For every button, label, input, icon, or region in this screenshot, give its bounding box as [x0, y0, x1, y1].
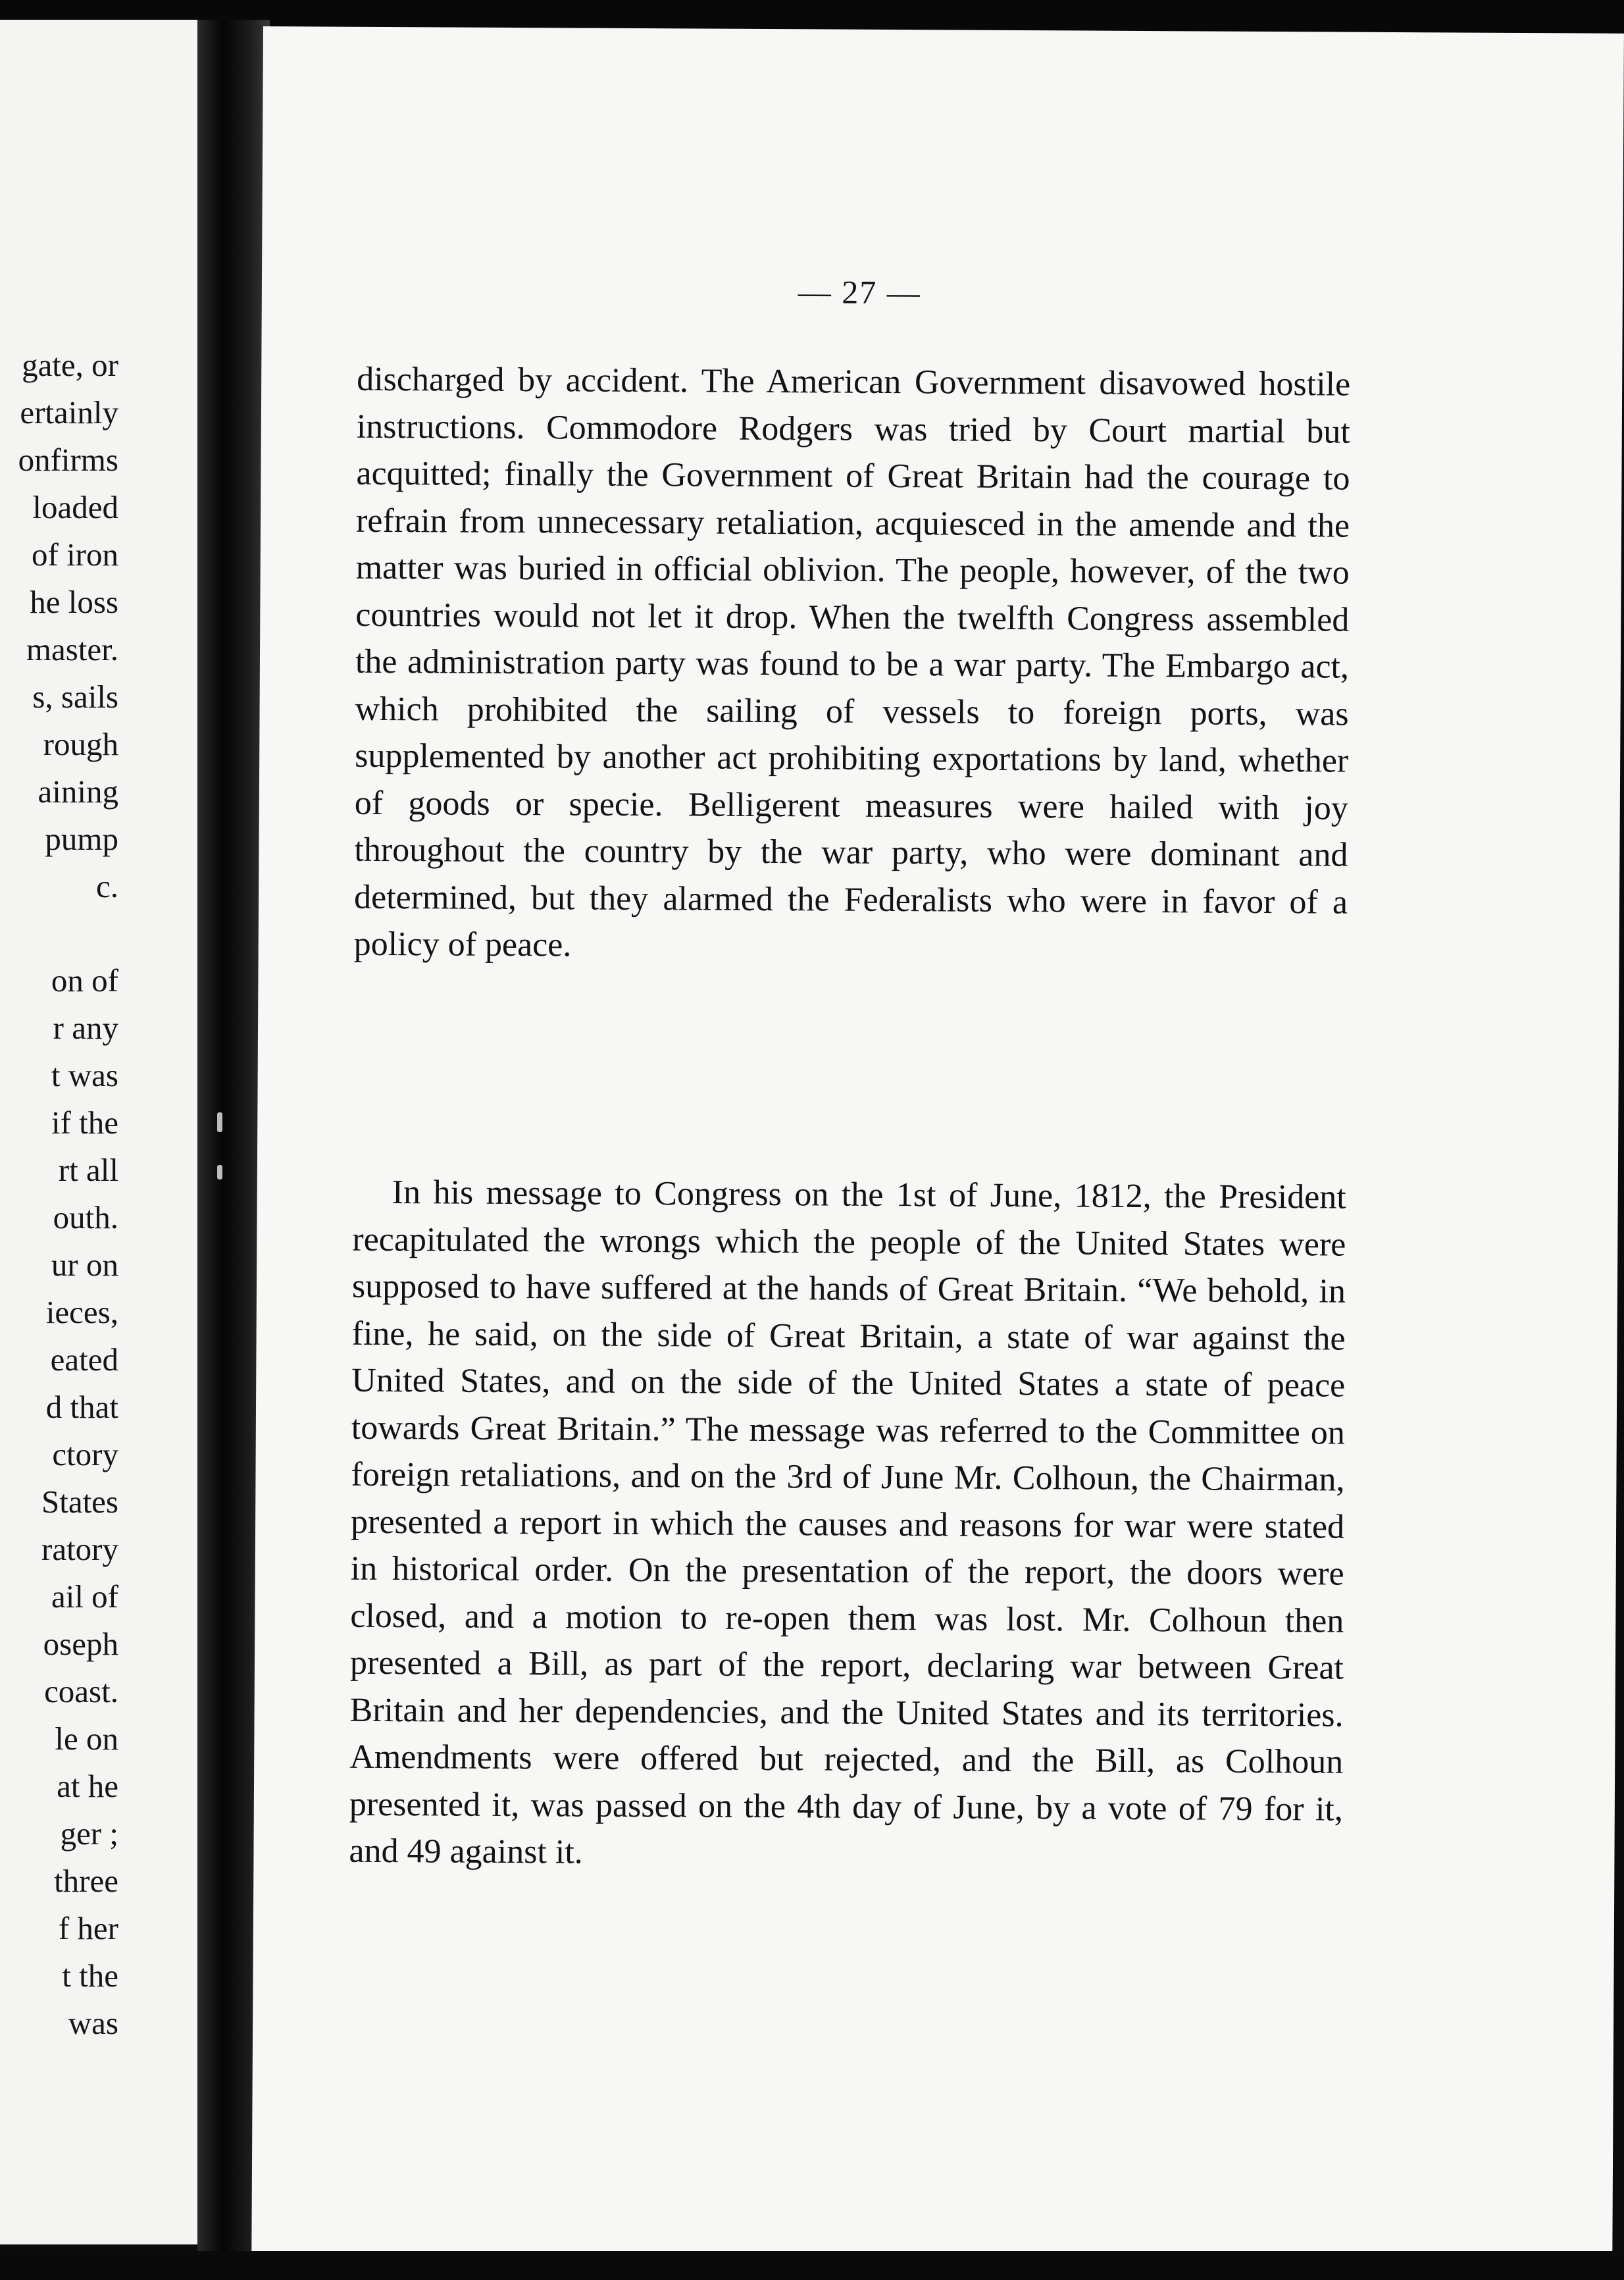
- facing-page-line: rt all: [58, 1152, 118, 1188]
- facing-page-line: t the: [62, 1957, 118, 1994]
- facing-page-line: ratory: [41, 1531, 118, 1567]
- facing-page-line: ieces,: [45, 1294, 118, 1330]
- scan-bottom-edge: [0, 2251, 1624, 2280]
- facing-page-line: if the: [51, 1104, 118, 1141]
- facing-page-line: le on: [55, 1721, 118, 1757]
- facing-page-line: was: [68, 2005, 118, 2041]
- paragraph-2: [349, 1169, 1346, 1880]
- facing-page-line: of iron: [32, 536, 118, 573]
- facing-page-line: master.: [26, 631, 118, 667]
- facing-page-line: aining: [38, 773, 118, 810]
- facing-page-line: States: [41, 1484, 118, 1520]
- facing-page-line: t was: [51, 1057, 118, 1093]
- facing-page-line: oseph: [43, 1626, 118, 1662]
- facing-page-line: three: [54, 1863, 118, 1899]
- paragraph-text: discharged by accident. The American Government disavowed hostile instructions. Commodore Rodgers was tried by Court martial but acquitted; finally the Government of Great Britain had the courage to refrain from unnecessary retaliation, acquiesced in the amende and the matter was buried in official oblivion. The people, however, of the two countries would not let it drop. When the twelfth Congress assembled the administration party was found to be a war party. The Embargo act, which prohibited the sailing of vessels to foreign ports, was supplemented by another act prohibiting exportations by land, whether of goods or specie. Belligerent measures were hailed with joy throughout the country by the war party, who were dominant and determined, but they alarmed the Federalists who were in favor of a policy of peace.: [353, 360, 1351, 964]
- facing-page-line: ctory: [52, 1436, 118, 1472]
- facing-page-line: rough: [43, 726, 118, 762]
- facing-page-line: he loss: [30, 584, 118, 620]
- facing-page-line: pump: [45, 821, 118, 857]
- facing-page-line: loaded: [32, 489, 118, 525]
- facing-page-line: f her: [58, 1910, 118, 1946]
- facing-page-line: ger ;: [60, 1815, 118, 1852]
- binding-mark: [217, 1112, 222, 1132]
- facing-page-line: s, sails: [32, 679, 118, 715]
- page-number: — 27 —: [798, 273, 922, 311]
- paragraph-text: In his message to Congress on the 1st of June, 1812, the President recapitulated the wrongs which the people of the United States were supposed to have suffered at the hands of Great Britain. “We behold, in fine, he said, on the side of Great Britain, a state of war against the United States, and on the side of the United States a state of peace towards Great Britain.” The message was referred to the Committee on foreign retaliations, and on the 3rd of June Mr. Colhoun, the Chairman, presented a report in which the causes and reasons for war were stated in historical order. On the presentation of the report, the doors were closed, and a motion to re-open them was lost. Mr. Colhoun then presented a Bill, as part of the report, declaring war between Great Britain and her dependencies, and the United States and its territories. Amendments were offered but rejected, and the Bill, as Colhoun presented it, was passed on the 4th day of June, by a vote of 79 for it, and 49 against it.: [349, 1174, 1346, 1871]
- facing-page-line: d that: [45, 1389, 118, 1425]
- facing-page-line: ertainly: [20, 394, 118, 430]
- facing-page-line: at he: [57, 1768, 118, 1804]
- paragraph-1: [354, 356, 1351, 973]
- facing-page-line: gate, or: [22, 347, 118, 383]
- facing-page-line: on of: [51, 962, 118, 998]
- facing-page-line: eated: [50, 1341, 118, 1378]
- facing-page-line: r any: [53, 1010, 118, 1046]
- facing-page-line: coast.: [44, 1673, 118, 1709]
- document-page: [251, 26, 1624, 2278]
- binding-mark: [217, 1165, 222, 1179]
- facing-page-line: ail of: [51, 1578, 118, 1615]
- facing-page-line: ur on: [51, 1247, 118, 1283]
- facing-page-line: outh.: [53, 1199, 118, 1235]
- facing-page-line: c.: [96, 868, 118, 904]
- facing-page-line: onfirms: [18, 442, 118, 478]
